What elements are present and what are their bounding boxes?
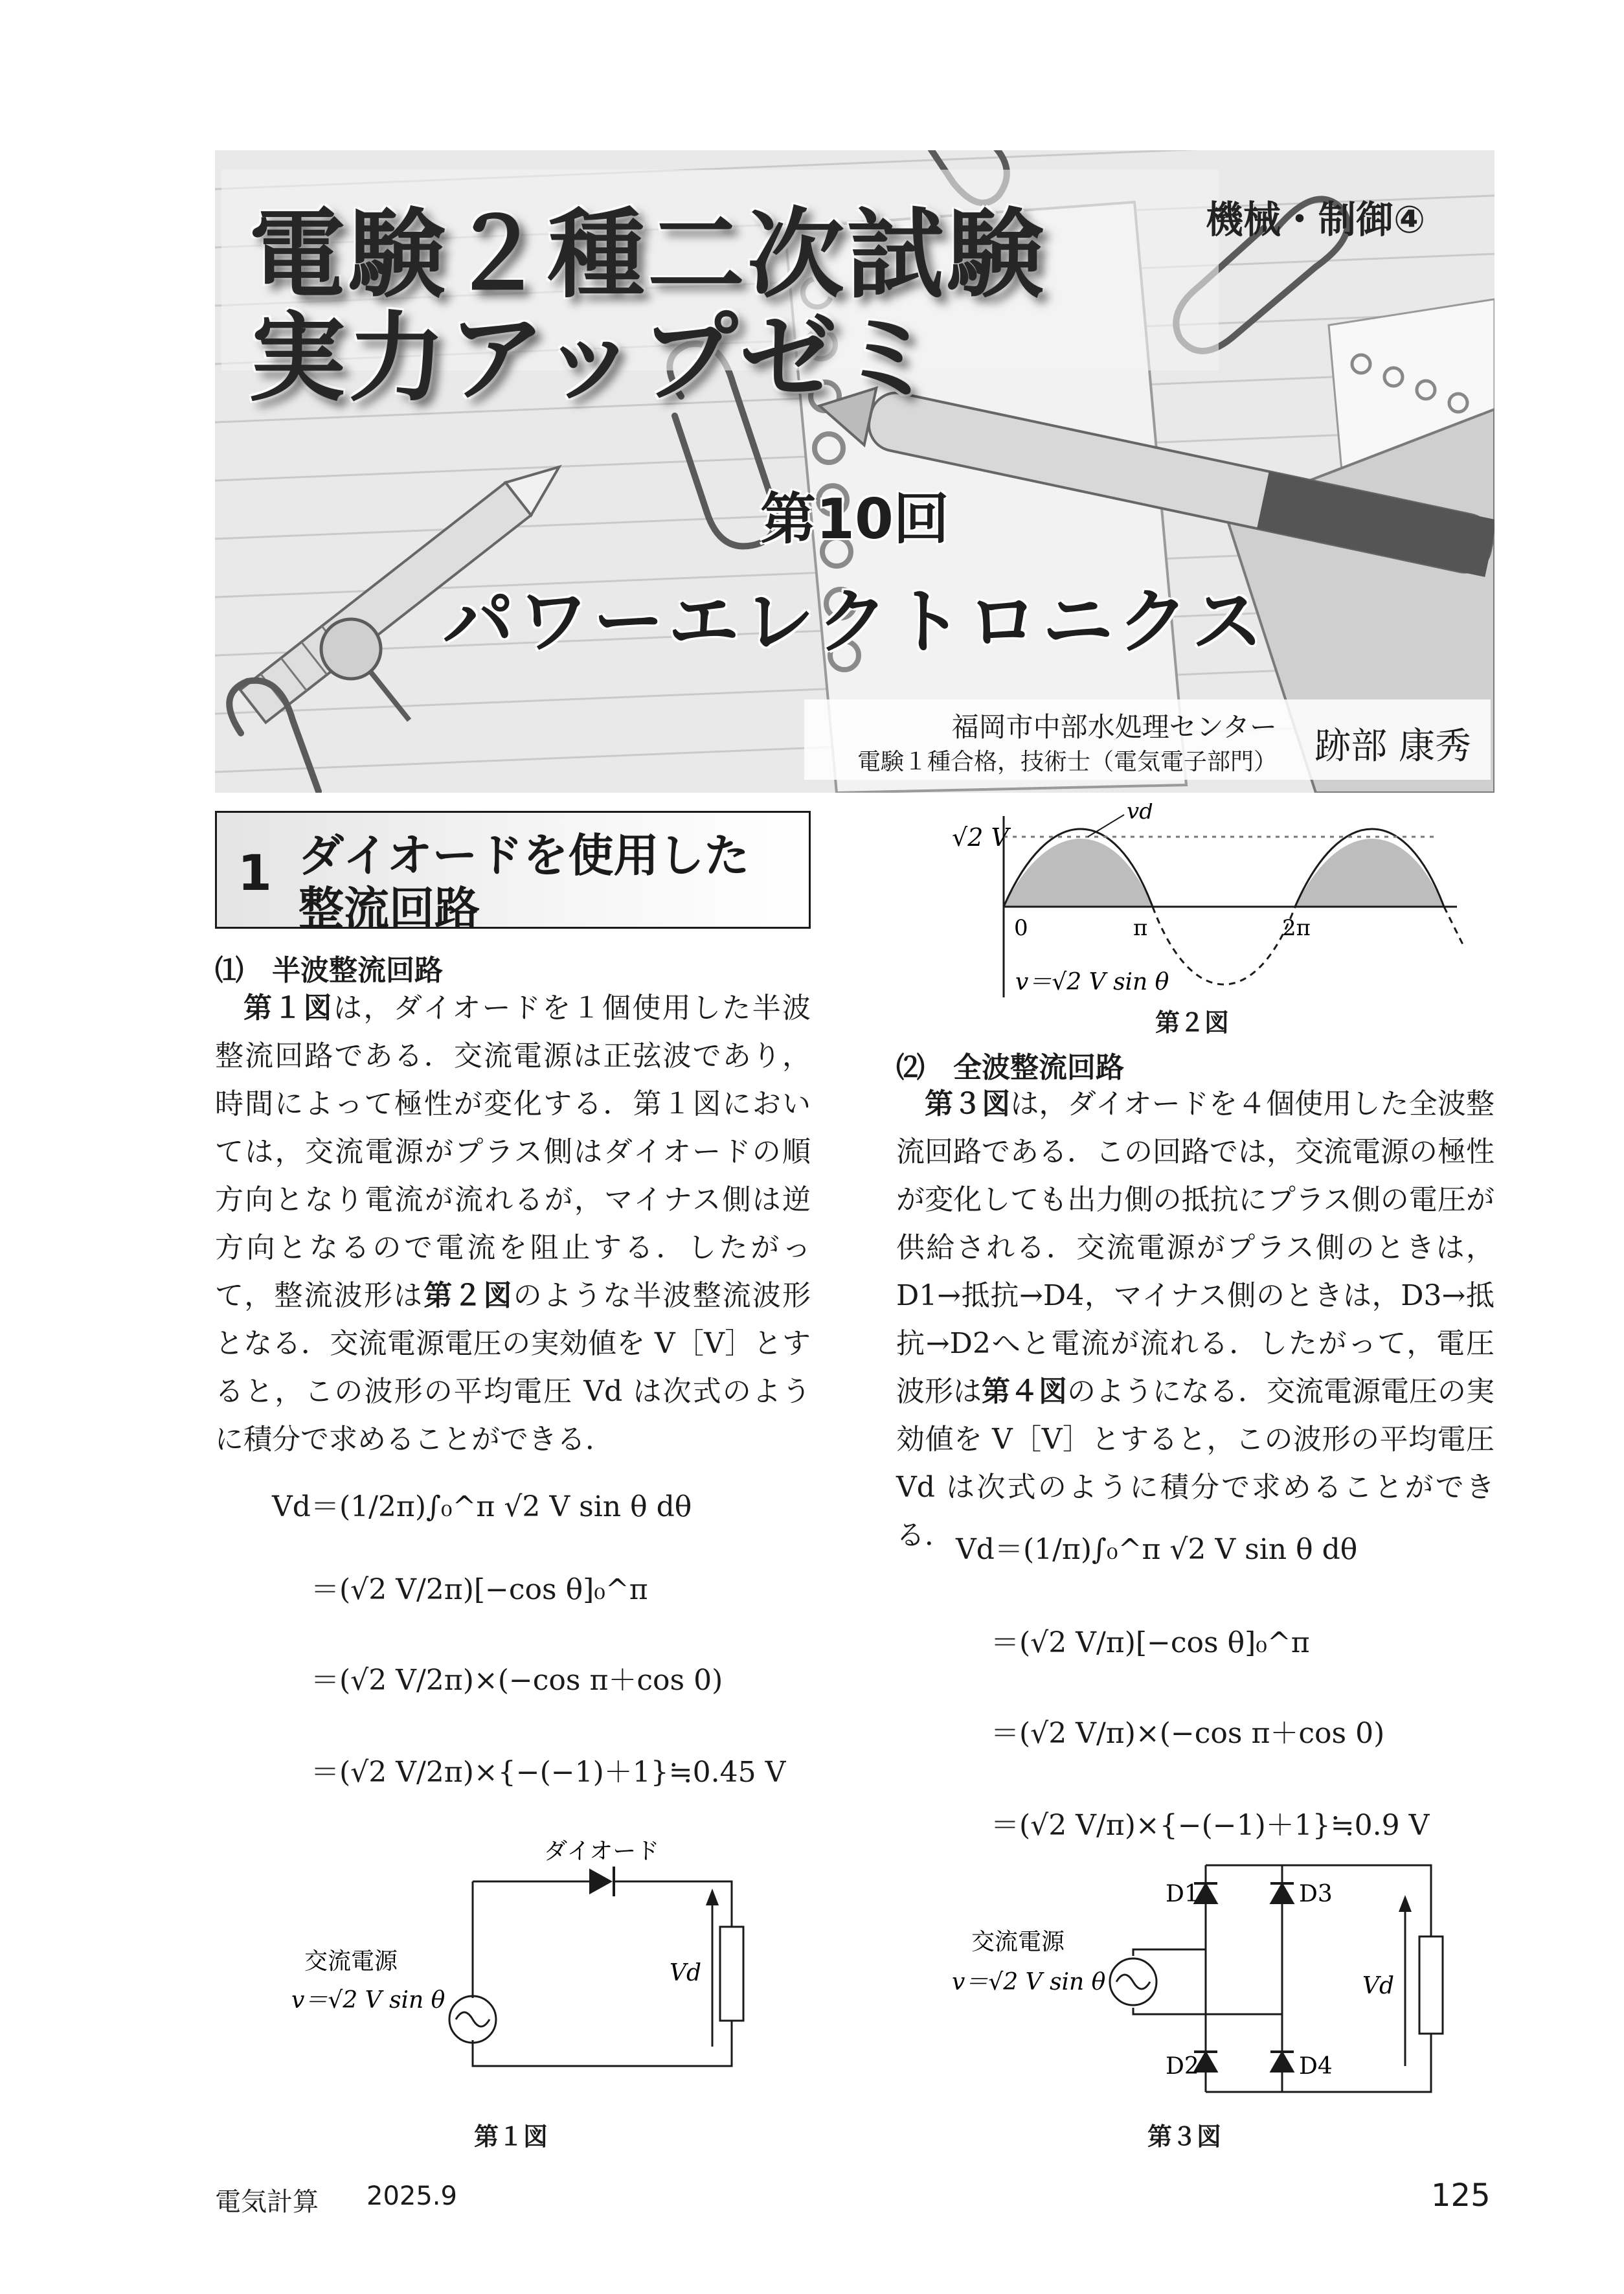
series-title-line2: 実力アップゼミ (249, 302, 940, 415)
fig2-reference: 第２図 (423, 1279, 513, 1312)
header-banner (215, 150, 1494, 793)
half-wave-heading: ⑴ 半波整流回路 (215, 954, 443, 987)
half-wave-equation-4: ＝(√2 V/2π)×{−(−1)＋1}≒0.45 V (311, 1756, 786, 1789)
section-number: 1 (238, 844, 272, 902)
half-wave-text-1: は，ダイオードを１個使用した半波整流回路である．交流電源は正弦波であり，時間によって極性が変化する．第１図においては，交流電源がプラス側はダイオードの順方向となり電流が流れるが，マイナス側は逆方向となるので電流を阻止する．したがって，整流波形は (215, 992, 811, 1312)
full-wave-text-2: のようになる．交流電源電圧の実効値を V［V］とすると，この波形の平均電圧 Vd は次式のように積分で求めることができる． (896, 1375, 1494, 1552)
fig3-caption: 第３図 (1147, 2122, 1222, 2151)
fig2-x-pi: π (1133, 915, 1148, 941)
author-name: 跡部 康秀 (1314, 725, 1471, 767)
half-wave-text-2: のような半波整流波形となる．交流電源電圧の実効値を V［V］とすると，この波形の平均電圧 Vd は次式のように積分で求めることができる． (215, 1279, 811, 1456)
fig2-wave-label: v＝√2 V sin θ (1015, 969, 1169, 995)
fig3-source-equation: v＝√2 V sin θ (952, 1969, 1106, 1995)
author-qualification: 電験１種合格，技術士（電気電子部門） (857, 749, 1277, 775)
fig2-x-2pi: 2π (1282, 915, 1311, 941)
fig1-vd-label: Vd (670, 1960, 702, 1986)
fig1-half-wave-circuit (285, 1826, 764, 2111)
fig2-x-zero: 0 (1014, 915, 1028, 941)
fig1-diode-label: ダイオード (544, 1838, 660, 1865)
full-wave-equation-2: ＝(√2 V/π)[−cos θ]₀^π (991, 1626, 1310, 1659)
full-wave-text-1: は，ダイオードを４個使用した全波整流回路である．この回路では，交流電源の極性が変化しても出力側の抵抗にプラス側の電圧が供給される．交流電源がプラス側のときは，D1→抵抗→D4，マイナス側のときは，D3→抵抗→D2へと電流が流れる．したがって，電圧波形は (896, 1087, 1494, 1408)
fig2-peak-label: √2 V (952, 823, 1009, 852)
fig2-half-wave-waveform (907, 803, 1476, 1004)
round-number: 第10回 (760, 487, 949, 552)
section-title-line2: 整流回路 (299, 882, 480, 935)
author-organization: 福岡市中部水処理センター (951, 711, 1277, 743)
fig3-d3-label: D3 (1299, 1881, 1333, 1907)
section-heading (215, 811, 811, 935)
full-wave-heading: ⑵ 全波整流回路 (896, 1051, 1124, 1084)
fig2-vd-label: vd (1127, 803, 1153, 824)
round-title: パワーエレクトロニクス (442, 580, 1267, 663)
fig1-source-label: 交流電源 (304, 1948, 398, 1975)
footer-journal: 電気計算 (215, 2187, 319, 2217)
footer-page-number: 125 (1431, 2177, 1491, 2214)
fig3-vd-label: Vd (1362, 1973, 1395, 1999)
full-wave-paragraph (896, 1080, 1494, 1560)
half-wave-equation-1: Vd＝(1/2π)∫₀^π √2 V sin θ dθ (272, 1490, 692, 1523)
fig1-caption: 第１図 (474, 2122, 548, 2151)
full-wave-equation-3: ＝(√2 V/π)×(−cos π＋cos 0) (991, 1717, 1385, 1750)
section-title-line1: ダイオードを使用した (299, 829, 750, 882)
full-wave-equation-4: ＝(√2 V/π)×{−(−1)＋1}≒0.9 V (991, 1809, 1430, 1842)
footer-issue: 2025.9 (367, 2181, 457, 2211)
half-wave-paragraph (215, 984, 811, 1464)
series-tag: 機械・制御④ (1206, 198, 1426, 242)
fig3-source-label: 交流電源 (971, 1929, 1065, 1955)
fig2-caption: 第２図 (1155, 1008, 1230, 1037)
author-box (804, 699, 1491, 780)
fig1-source-equation: v＝√2 V sin θ (291, 1987, 445, 2014)
half-wave-equation-3: ＝(√2 V/2π)×(−cos π＋cos 0) (311, 1664, 723, 1697)
full-wave-equation-1: Vd＝(1/π)∫₀^π √2 V sin θ dθ (956, 1533, 1358, 1566)
fig3-d1-label: D1 (1166, 1881, 1199, 1907)
fig3-d2-label: D2 (1166, 2053, 1199, 2080)
fig1-reference: 第１図 (243, 992, 334, 1025)
fig3-reference: 第３図 (925, 1087, 1011, 1120)
fig3-bridge-circuit (952, 1852, 1496, 2111)
fig3-d4-label: D4 (1299, 2053, 1333, 2080)
half-wave-equation-2: ＝(√2 V/2π)[−cos θ]₀^π (311, 1573, 648, 1606)
series-title-line1: 電験２種二次試験 (249, 199, 1047, 312)
fig4-reference: 第４図 (982, 1375, 1067, 1408)
